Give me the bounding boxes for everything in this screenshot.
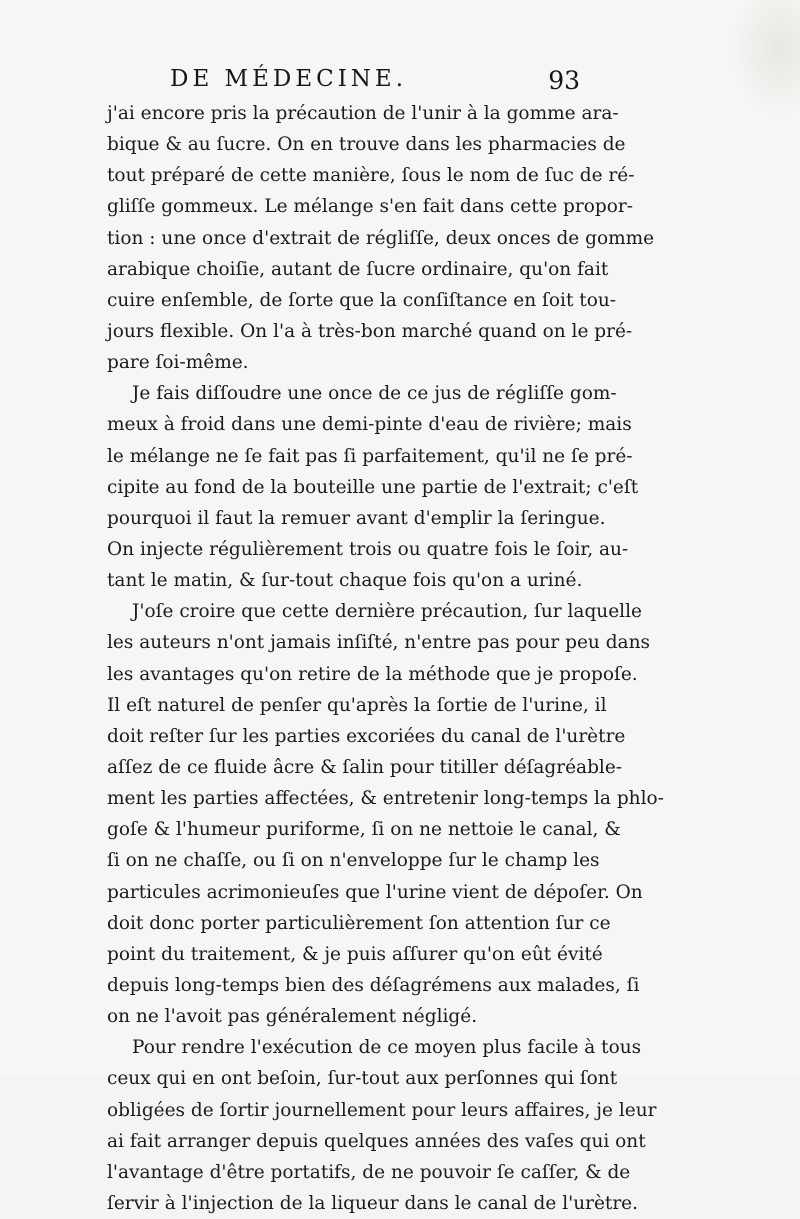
text-line: les auteurs n'ont jamais inſiſté, n'entre pas pour peu dans bbox=[107, 632, 650, 654]
text-line: ment les parties affectées, & entretenir long-temps la phlo- bbox=[107, 788, 664, 810]
text-line: jours flexible. On l'a à très-bon marché quand on le pré- bbox=[107, 320, 633, 342]
text-line: tout préparé de cette manière, ſous le nom de ſuc de ré- bbox=[107, 165, 635, 187]
text-line: le mélange ne ſe fait pas ſi parfaitement, qu'il ne ſe pré- bbox=[107, 445, 633, 467]
text-line: point du traitement, & je puis aſſurer qu'on eût évité bbox=[107, 943, 603, 965]
text-line: tion : une once d'extrait de régliſſe, deux onces de gomme bbox=[107, 227, 655, 249]
text-line: pourquoi il faut la remuer avant d'emplir la ſeringue. bbox=[107, 507, 606, 529]
paper-stain bbox=[730, 0, 800, 120]
text-line: meux à froid dans une demi-pinte d'eau de rivière; mais bbox=[107, 414, 632, 436]
body-text bbox=[107, 98, 664, 1219]
page-header bbox=[150, 66, 580, 100]
running-head: DE MÉDECINE. bbox=[170, 66, 408, 92]
text-line: particules acrimonieuſes que l'urine vient de dépoſer. On bbox=[107, 881, 643, 903]
text-line: gliſſe gommeux. Le mélange s'en fait dans cette propor- bbox=[107, 196, 633, 218]
text-line: ſi on ne chaſſe, ou ſi on n'enveloppe ſur le champ les bbox=[107, 850, 600, 872]
text-line: goſe & l'humeur puriforme, ſi on ne nettoie le canal, & bbox=[107, 819, 621, 841]
text-line: pare ſoi-même. bbox=[107, 352, 249, 374]
text-line: arabique choiſie, autant de ſucre ordinaire, qu'on fait bbox=[107, 258, 609, 280]
text-line: on ne l'avoit pas généralement négligé. bbox=[107, 1006, 478, 1028]
paragraph-start: J'oſe croire que cette dernière précaution, ſur laquelle bbox=[132, 601, 642, 623]
text-line: ceux qui en ont beſoin, ſur-tout aux perſonnes qui ſont bbox=[107, 1068, 618, 1090]
text-line: doit donc porter particulièrement ſon attention ſur ce bbox=[107, 912, 611, 934]
paragraph-start: Pour rendre l'exécution de ce moyen plus facile à tous bbox=[132, 1037, 642, 1059]
text-line: ſervir à l'injection de la liqueur dans le canal de l'urètre. bbox=[107, 1192, 639, 1214]
text-line: depuis long-temps bien des déſagrémens aux malades, ſi bbox=[107, 974, 640, 996]
text-line: cuire enſemble, de ſorte que la conſiſtance en ſoit tou- bbox=[107, 289, 617, 311]
text-line: les avantages qu'on retire de la méthode que je propoſe. bbox=[107, 663, 638, 685]
text-line: obligées de ſortir journellement pour leurs affaires, je leur bbox=[107, 1099, 657, 1121]
paragraph-start: Je fais diſſoudre une once de ce jus de régliſſe gom- bbox=[132, 383, 617, 405]
page-number: 93 bbox=[548, 66, 580, 95]
text-line: On injecte régulièrement trois ou quatre fois le ſoir, au- bbox=[107, 538, 629, 560]
text-line: tant le matin, & ſur-tout chaque fois qu'on a uriné. bbox=[107, 570, 583, 592]
text-line: ai fait arranger depuis quelques années des vaſes qui ont bbox=[107, 1130, 646, 1152]
text-line: l'avantage d'être portatifs, de ne pouvoir ſe caſſer, & de bbox=[107, 1161, 631, 1183]
text-line: cipite au fond de la bouteille une partie de l'extrait; c'eſt bbox=[107, 476, 639, 498]
text-line: j'ai encore pris la précaution de l'unir à la gomme ara- bbox=[107, 103, 619, 124]
text-line: bique & au ſucre. On en trouve dans les pharmacies de bbox=[107, 134, 626, 156]
text-line: doit reſter ſur les parties excoriées du canal de l'urètre bbox=[107, 725, 626, 747]
text-line: aſſez de ce fluide âcre & ſalin pour titiller déſagréable- bbox=[107, 756, 623, 778]
text-line: Il eſt naturel de penſer qu'après la ſortie de l'urine, il bbox=[107, 694, 607, 716]
